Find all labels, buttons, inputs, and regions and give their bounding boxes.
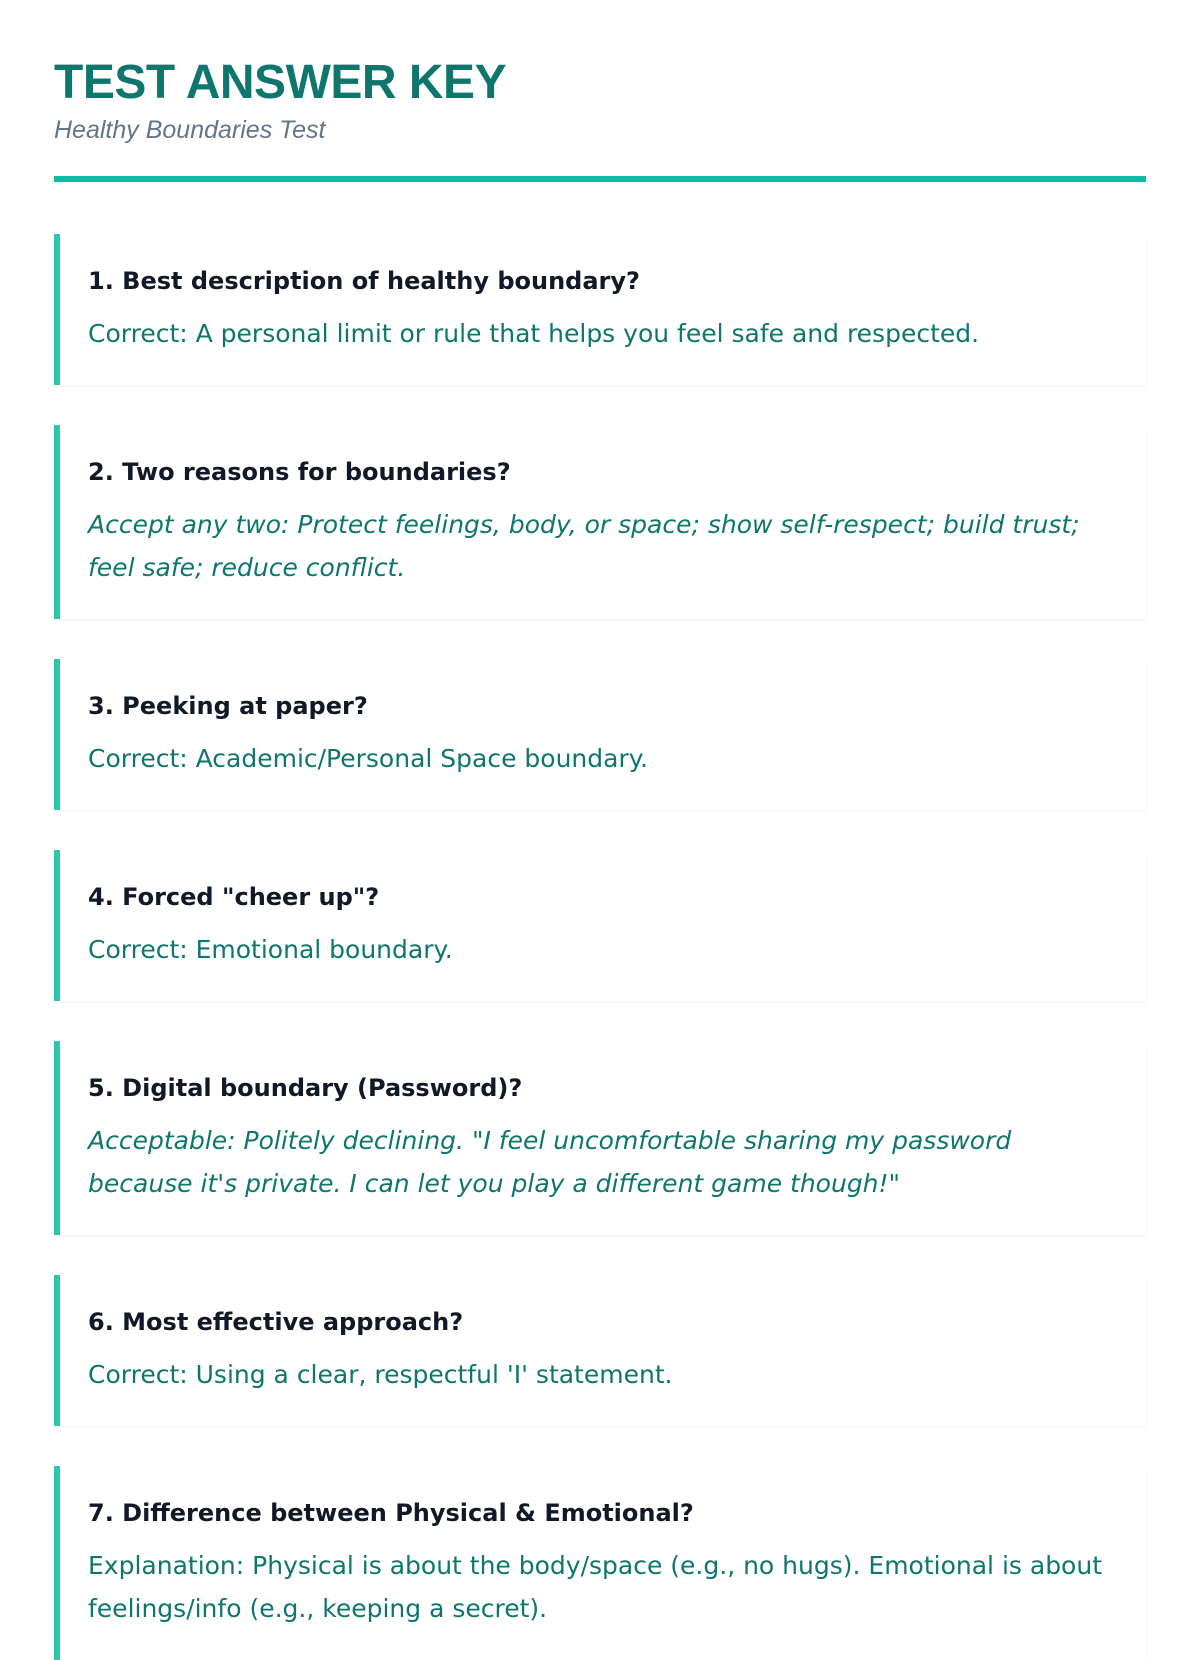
answer-card-4 bbox=[54, 850, 1146, 1001]
question-text: 5. Digital boundary (Password)? bbox=[88, 1074, 523, 1102]
answer-text: Explanation: Physical is about the body/space (e.g., no hugs). Emotional is about feelings/info (e.g., keeping a secret). bbox=[88, 1551, 1103, 1623]
answer-text: Correct: Academic/Personal Space boundary. bbox=[88, 744, 648, 773]
answer-text: Accept any two: Protect feelings, body, or space; show self-respect; build trust; feel safe; reduce conflict. bbox=[88, 510, 1080, 582]
question-text: 1. Best description of healthy boundary? bbox=[88, 267, 640, 295]
page-subtitle: Healthy Boundaries Test bbox=[54, 116, 326, 144]
header-divider bbox=[54, 176, 1146, 182]
answer-card-1 bbox=[54, 234, 1146, 385]
answer-list bbox=[54, 234, 1146, 1660]
answer-text: Correct: A personal limit or rule that helps you feel safe and respected. bbox=[88, 319, 980, 348]
question-text: 4. Forced "cheer up"? bbox=[88, 883, 380, 911]
answer-card-5 bbox=[54, 1041, 1146, 1235]
answer-text: Acceptable: Politely declining. "I feel uncomfortable sharing my password because it's private. I can let you play a different game though!" bbox=[88, 1126, 1012, 1198]
question-text: 3. Peeking at paper? bbox=[88, 692, 368, 720]
question-text: 6. Most effective approach? bbox=[88, 1308, 464, 1336]
answer-card-3 bbox=[54, 659, 1146, 810]
answer-card-2 bbox=[54, 425, 1146, 619]
answer-card-6 bbox=[54, 1275, 1146, 1426]
question-text: 7. Difference between Physical & Emotional? bbox=[88, 1499, 694, 1527]
answer-text: Correct: Emotional boundary. bbox=[88, 935, 453, 964]
question-text: 2. Two reasons for boundaries? bbox=[88, 458, 511, 486]
answer-text: Correct: Using a clear, respectful 'I' statement. bbox=[88, 1360, 673, 1389]
page-title: TEST ANSWER KEY bbox=[54, 56, 507, 109]
page-header bbox=[54, 0, 1146, 182]
answer-card-7 bbox=[54, 1466, 1146, 1660]
